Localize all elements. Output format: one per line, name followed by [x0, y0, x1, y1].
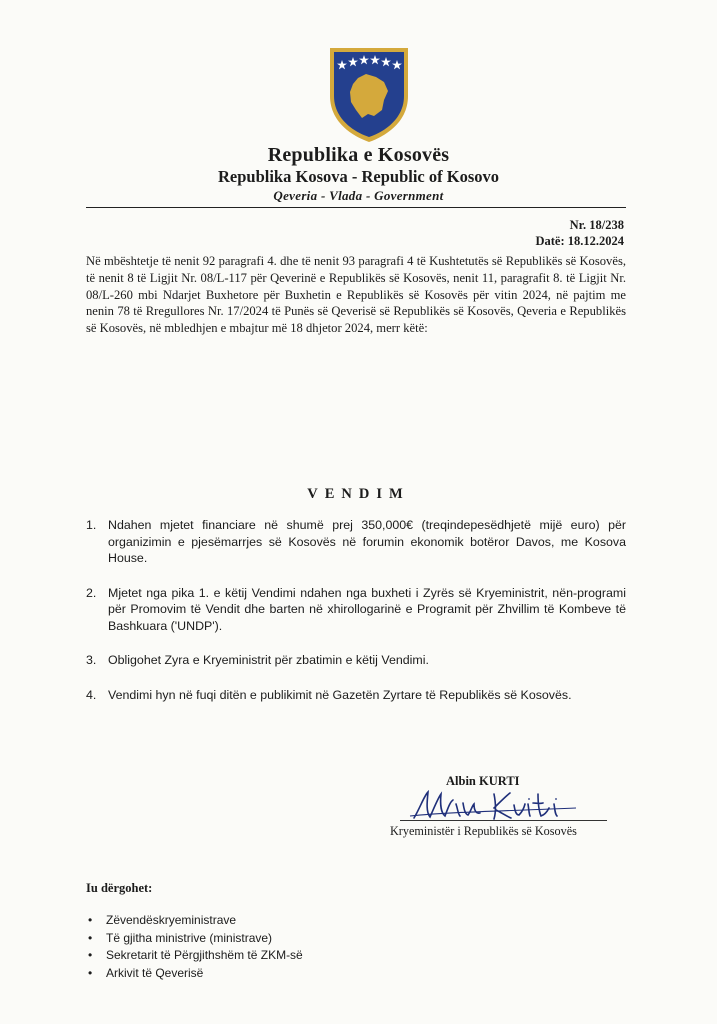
item-text: Vendimi hyn në fuqi ditën e publikimit në Gazetën Zyrtare të Republikës së Kosovës. — [108, 687, 572, 702]
bullet-icon: • — [88, 930, 93, 945]
republic-name-multilingual: Republika Kosova - Republic of Kosovo — [218, 167, 499, 186]
distribution-label: Iu dërgohet: — [86, 881, 153, 895]
decision-items — [86, 517, 626, 721]
recipient: Sekretarit të Përgjithshëm të ZKM-së — [106, 948, 303, 962]
item-text: Ndahen mjetet financiare në shumë prej 350,000€ (treqindepesëdhjetë mijë euro) për organizimin e pjesëmarrjes së Kosovës në forumin ekonomik botëror Davos, me Kosova House. — [108, 518, 626, 565]
item-text: Obligohet Zyra e Kryeministrit për zbatimin e këtij Vendimi. — [108, 653, 429, 667]
list-item — [86, 912, 303, 930]
list-item — [86, 930, 303, 948]
distribution-list — [86, 912, 303, 982]
government-line: Qeveria - Vlada - Government — [273, 188, 444, 203]
document-number: Nr. 18/238 — [569, 218, 624, 232]
kosovo-coat-of-arms — [324, 44, 414, 144]
item-number: 3. — [86, 653, 97, 667]
recipient: Të gjitha ministrive (ministrave) — [106, 930, 273, 945]
recipient: Zëvendëskryeministrave — [106, 913, 237, 927]
item-text: Mjetet nga pika 1. e këtij Vendimi ndahen nga buxheti i Zyrës së Kryeministrit, nën-programi për Promovim të Vendit dhe barten në xhirollogarinë e Programit për Zhvillim të Kombeve të Bashkuara ('UNDP'). — [108, 585, 626, 633]
header-divider — [86, 207, 626, 208]
bullet-icon: • — [88, 965, 93, 980]
decision-item — [86, 585, 626, 635]
bullet-icon: • — [88, 913, 93, 927]
list-item — [86, 947, 303, 965]
republic-name: Republika e Kosovës — [267, 144, 450, 166]
document-date: Datë: 18.12.2024 — [535, 234, 624, 248]
handwritten-signature — [408, 786, 578, 824]
document-meta — [535, 217, 624, 249]
decision-item — [86, 517, 626, 567]
decision-heading: VENDIM — [307, 486, 410, 502]
item-number: 1. — [86, 518, 97, 532]
signature-line — [400, 820, 607, 821]
decision-item — [86, 652, 626, 669]
bullet-icon: • — [88, 948, 93, 962]
signatory-name: Albin KURTI — [446, 774, 520, 788]
decision-item — [86, 687, 626, 704]
item-number: 4. — [86, 687, 97, 702]
recipient: Arkivit të Qeverisë — [106, 965, 204, 980]
list-item — [86, 965, 303, 983]
signatory-title: Kryeministër i Republikës së Kosovës — [390, 824, 577, 838]
preamble-paragraph: Në mbështetje të nenit 92 paragrafi 4. dhe të nenit 93 paragrafi 4 të Kushtetutës së Republikës së Kosovës, të nenit 8 të Ligjit Nr. 08/L-117 për Qeverinë e Republikës së Kosovës, nenit 11, paragrafit 8. të Ligjit Nr. 08/L-260 mbi Ndarjet Buxhetore për Buxhetin e Republikës së Kosovës për vitin 2024, në pajtim me nenin 78 të Rregullores Nr. 17/2024 të Punës së Qeverisë së Republikës së Kosovës, Qeveria e Republikës së Kosovës, në mbledhjen e mbajtur më 18 dhjetor 2024, merr këtë: — [86, 254, 626, 336]
item-number: 2. — [86, 585, 97, 600]
